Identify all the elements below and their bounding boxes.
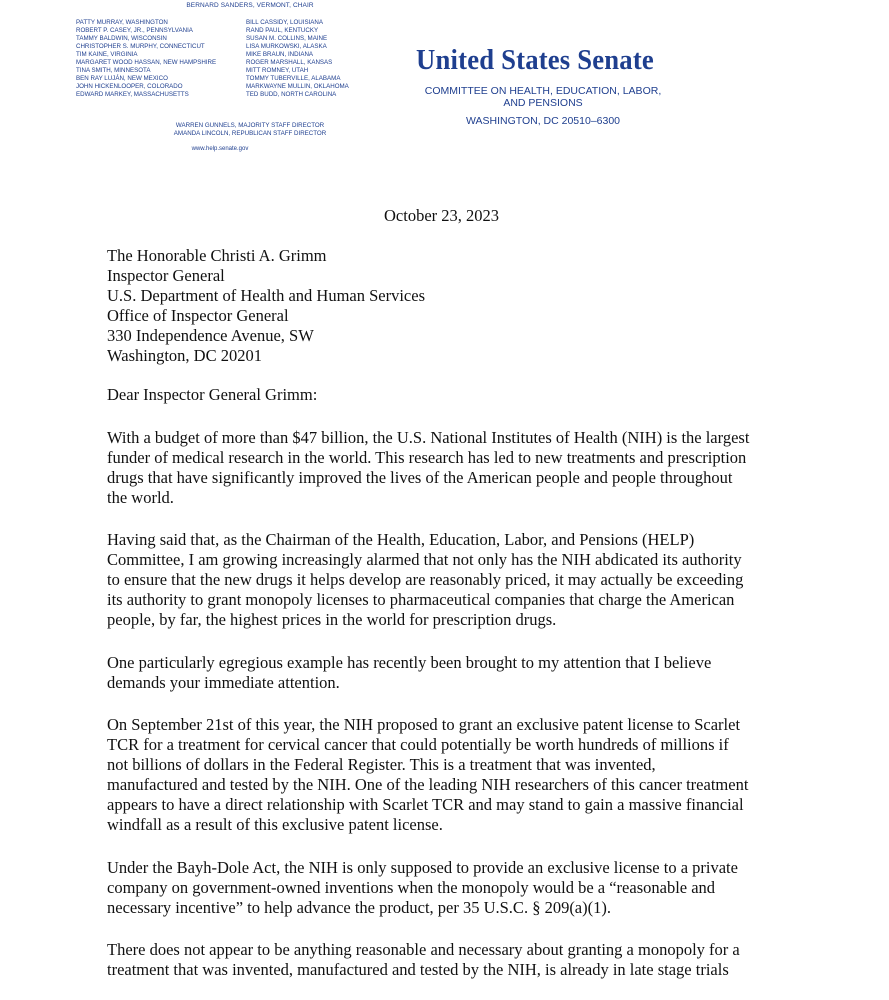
member-name: MITT ROMNEY, UTAH — [246, 67, 309, 74]
member-name: ROGER MARSHALL, KANSAS — [246, 59, 333, 66]
member-name: EDWARD MARKEY, MASSACHUSETTS — [76, 91, 189, 98]
recipient-address-block — [107, 246, 425, 366]
paragraph-line: There does not appear to be anything reasonable and necessary about granting a monopoly for a — [107, 940, 740, 959]
member-name: TOMMY TUBERVILLE, ALABAMA — [246, 75, 341, 82]
paragraph-line: drugs that have significantly improved the lives of the American people and people throughout — [107, 468, 733, 487]
paragraph-line: people, by far, the highest prices in the world for prescription drugs. — [107, 610, 557, 629]
letter-date: October 23, 2023 — [384, 206, 500, 225]
recipient-line: Office of Inspector General — [107, 306, 289, 325]
member-name: MIKE BRAUN, INDIANA — [246, 51, 314, 58]
paragraph-line: the world. — [107, 488, 174, 507]
paragraph-line: to ensure that the new drugs it helps develop are reasonably priced, it may actually be exceeding — [107, 570, 744, 589]
paragraph-line: manufactured and tested by the NIH. One of the leading NIH researchers of this cancer treatment — [107, 775, 749, 794]
body-paragraph-6 — [107, 940, 787, 980]
paragraph-line: windfall as a result of this exclusive patent license. — [107, 815, 443, 834]
body-paragraph-3 — [107, 653, 787, 693]
member-name: TIM KAINE, VIRGINIA — [76, 51, 138, 58]
member-name: MARKWAYNE MULLIN, OKLAHOMA — [246, 83, 349, 90]
recipient-line: U.S. Department of Health and Human Services — [107, 286, 425, 305]
member-name: ROBERT P. CASEY, JR., PENNSYLVANIA — [76, 27, 193, 34]
member-name: TINA SMITH, MINNESOTA — [76, 67, 151, 74]
paragraph-line: On September 21st of this year, the NIH proposed to grant an exclusive patent license to Scarlet — [107, 715, 741, 734]
member-name: PATTY MURRAY, WASHINGTON — [76, 19, 168, 26]
member-name: LISA MURKOWSKI, ALASKA — [246, 43, 327, 50]
paragraph-line: necessary incentive” to help advance the product, per 35 U.S.C. § 209(a)(1). — [107, 898, 611, 917]
recipient-line: The Honorable Christi A. Grimm — [107, 246, 327, 265]
paragraph-line: Having said that, as the Chairman of the Health, Education, Labor, and Pensions (HELP) — [107, 530, 695, 549]
member-name: RAND PAUL, KENTUCKY — [246, 27, 319, 34]
paragraph-line: demands your immediate attention. — [107, 673, 340, 692]
recipient-line: Inspector General — [107, 266, 225, 285]
paragraph-line: company on government-owned inventions when the monopoly would be a “reasonable and — [107, 878, 716, 897]
staff-directors — [120, 122, 380, 138]
committee-name — [413, 85, 673, 109]
majority-members-list — [76, 19, 216, 99]
paragraph-line: One particularly egregious example has recently been brought to my attention that I believe — [107, 653, 712, 672]
body-paragraph-1 — [107, 428, 787, 508]
paragraph-line: Committee, I am growing increasingly alarmed that not only has the NIH abdicated its authority — [107, 550, 742, 569]
member-name: TED BUDD, NORTH CAROLINA — [246, 91, 337, 98]
committee-name-line: AND PENSIONS — [503, 97, 583, 109]
member-name: SUSAN M. COLLINS, MAINE — [246, 35, 328, 42]
committee-website: www.help.senate.gov — [191, 146, 249, 152]
paragraph-line: not billions of dollars in the Federal Register. This is a treatment that was invented, — [107, 755, 656, 774]
recipient-line: Washington, DC 20201 — [107, 346, 262, 365]
staff-director: WARREN GUNNELS, MAJORITY STAFF DIRECTOR — [175, 122, 325, 129]
member-name: CHRISTOPHER S. MURPHY, CONNECTICUT — [76, 43, 205, 50]
body-paragraph-5 — [107, 858, 787, 918]
staff-director: AMANDA LINCOLN, REPUBLICAN STAFF DIRECTOR — [173, 130, 327, 137]
member-name: MARGARET WOOD HASSAN, NEW HAMPSHIRE — [76, 59, 217, 66]
paragraph-line: its authority to grant monopoly licenses to pharmaceutical companies that charge the American — [107, 590, 735, 609]
paragraph-line: TCR for a treatment for cervical cancer that could potentially be worth hundreds of millions if — [107, 735, 729, 754]
member-name: JOHN HICKENLOOPER, COLORADO — [76, 83, 183, 90]
salutation: Dear Inspector General Grimm: — [107, 385, 318, 404]
committee-chair: BERNARD SANDERS, VERMONT, CHAIR — [186, 2, 314, 9]
committee-name-line: COMMITTEE ON HEALTH, EDUCATION, LABOR, — [424, 85, 662, 97]
paragraph-line: treatment that was invented, manufactured and tested by the NIH, is already in late stage trials — [107, 960, 729, 979]
body-paragraph-4 — [107, 715, 787, 835]
minority-members-list — [246, 19, 349, 99]
paragraph-line: funder of medical research in the world. This research has led to new treatments and prescription — [107, 448, 747, 467]
letterhead — [0, 0, 889, 165]
recipient-line: 330 Independence Avenue, SW — [107, 326, 314, 345]
body-paragraph-2 — [107, 530, 787, 630]
member-name: BEN RAY LUJÁN, NEW MEXICO — [76, 75, 168, 82]
paragraph-line: appears to have a direct relationship with Scarlet TCR and may stand to gain a massive financial — [107, 795, 744, 814]
paragraph-line: With a budget of more than $47 billion, the U.S. National Institutes of Health (NIH) is the largest — [107, 428, 750, 447]
member-name: TAMMY BALDWIN, WISCONSIN — [76, 35, 167, 42]
senate-title: United States Senate — [416, 44, 654, 76]
member-name: BILL CASSIDY, LOUISIANA — [246, 19, 324, 26]
senate-address: WASHINGTON, DC 20510–6300 — [465, 115, 621, 127]
paragraph-line: Under the Bayh-Dole Act, the NIH is only supposed to provide an exclusive license to a private — [107, 858, 738, 877]
